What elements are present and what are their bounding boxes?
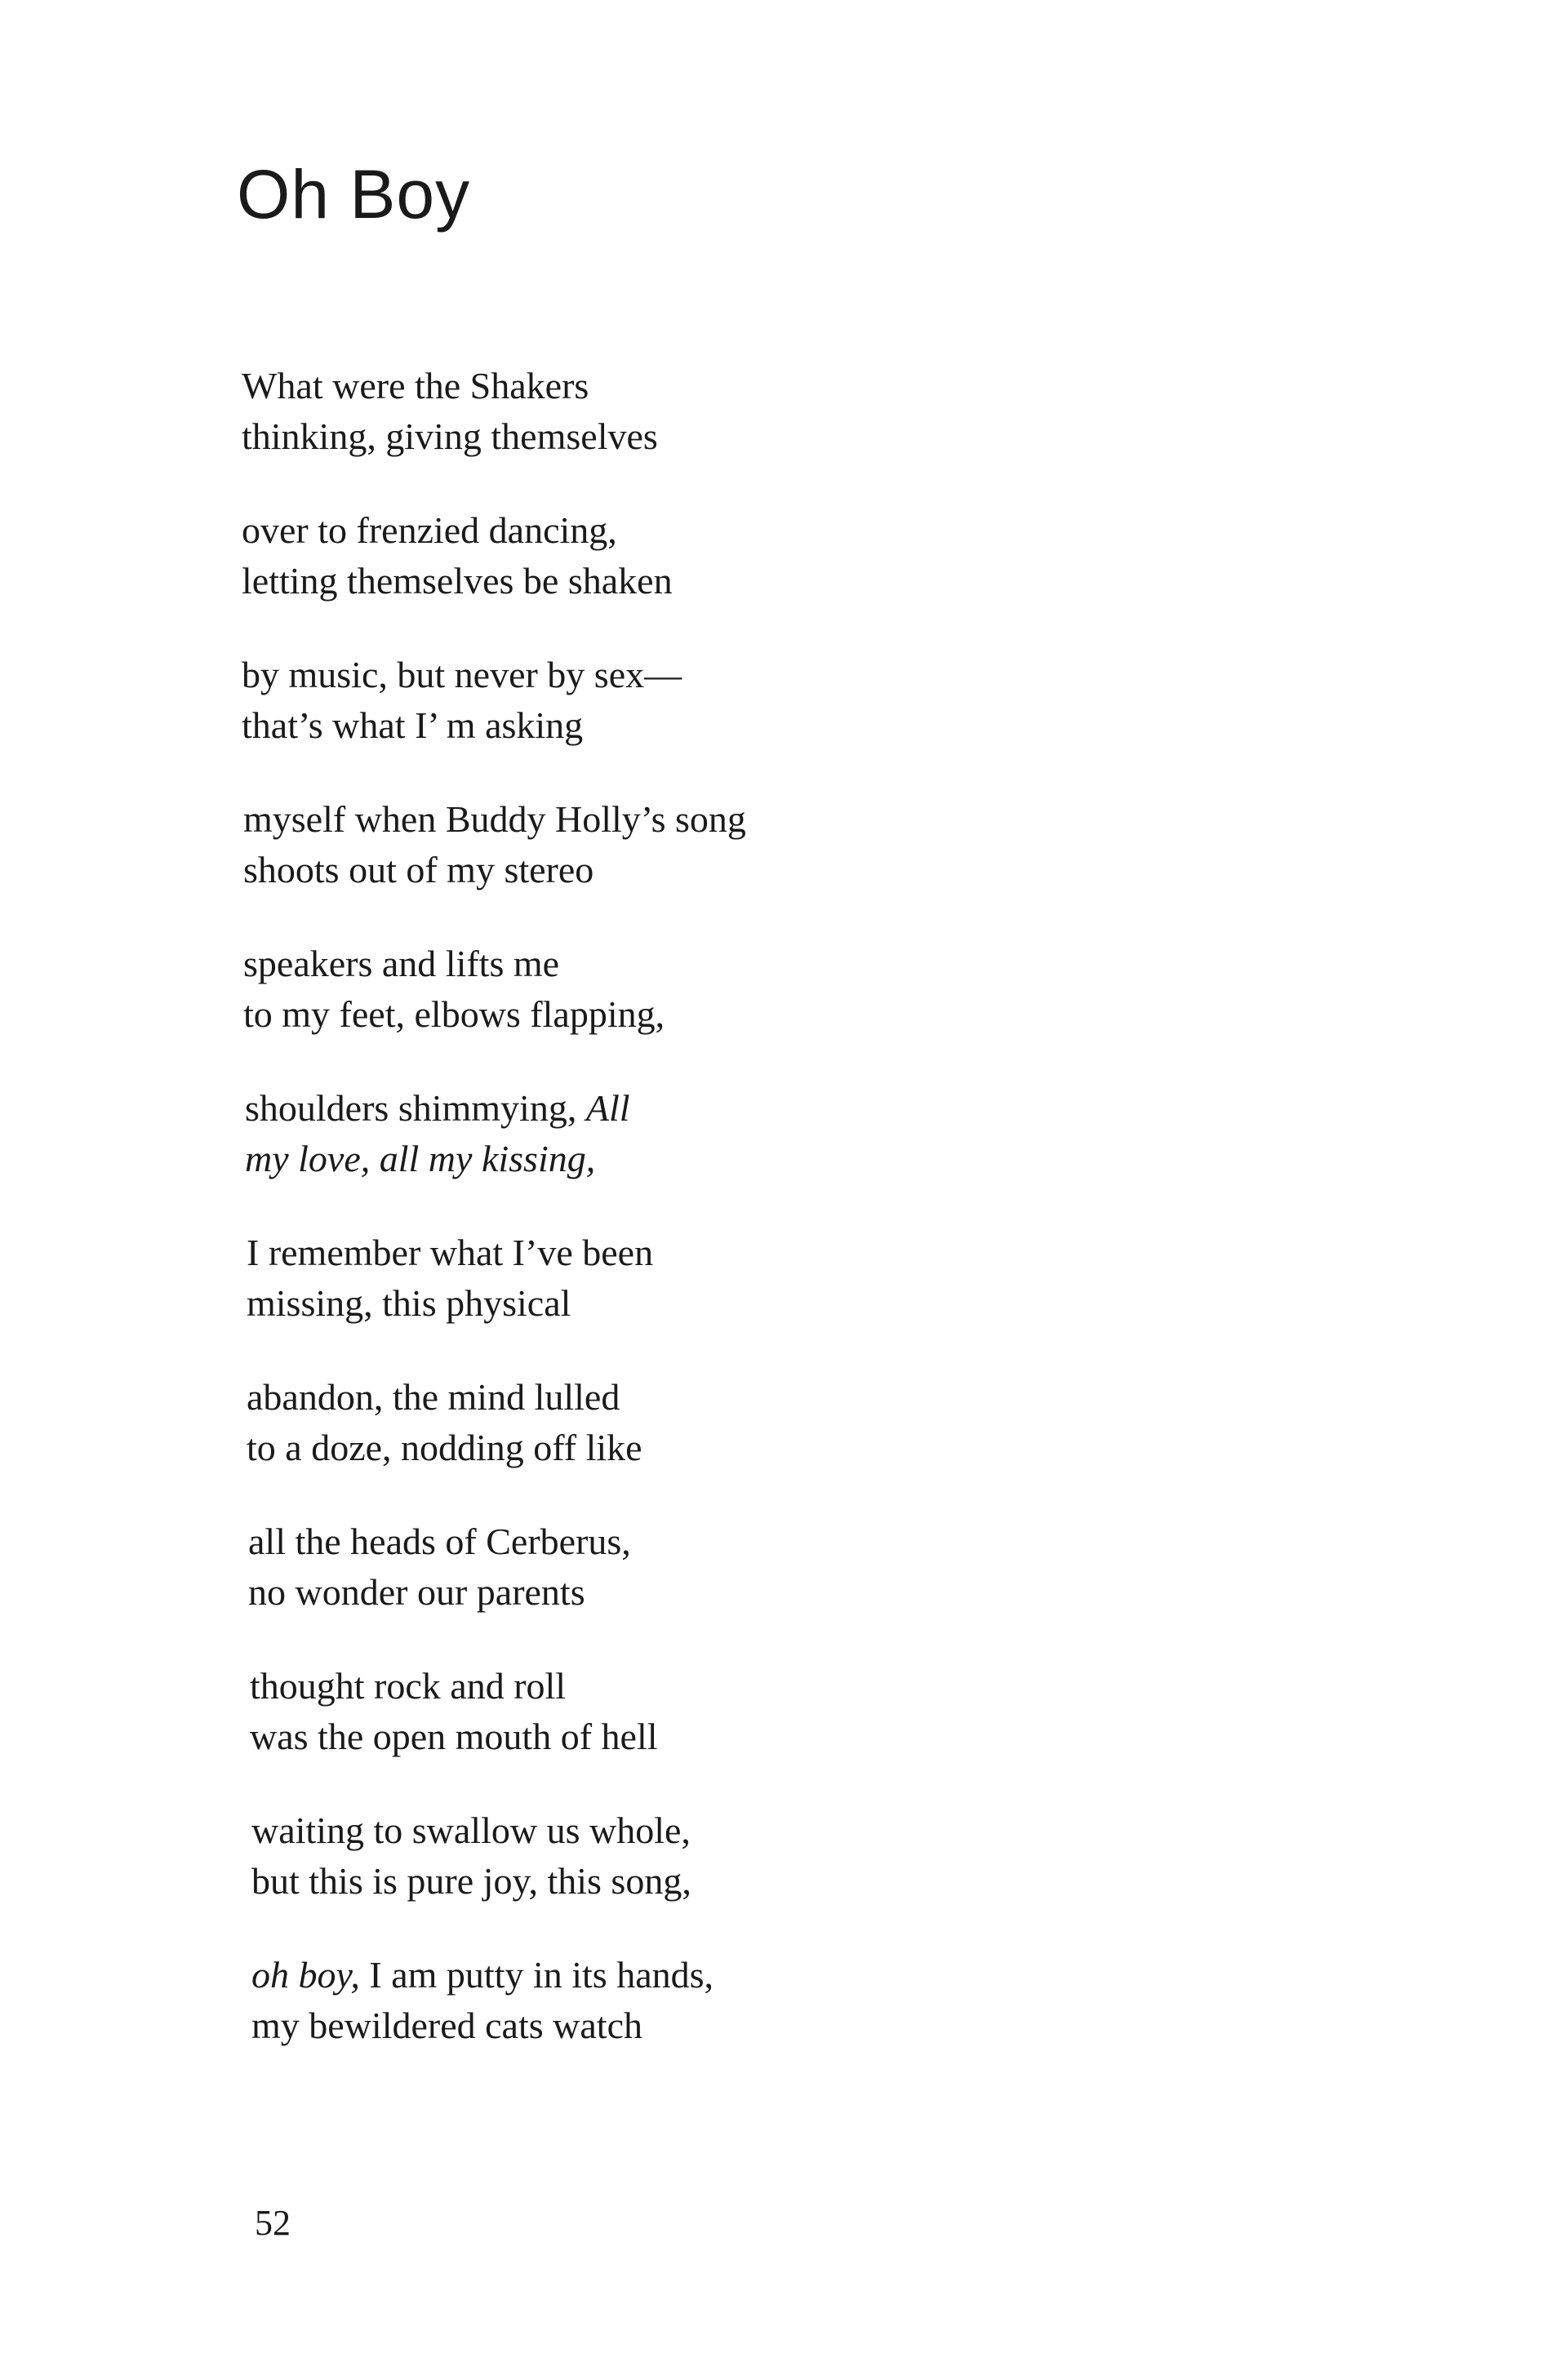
poem-line: all the heads of Cerberus, — [248, 1521, 631, 1562]
stanza — [247, 1372, 1385, 1473]
poem-line-text: I am putty in its hands, — [359, 1954, 714, 1996]
stanza — [242, 361, 1385, 462]
poem-line — [245, 1083, 1385, 1134]
stanza — [251, 1950, 1385, 2051]
poem-line: What were the Shakers — [242, 365, 589, 406]
poem-line: but this is pure joy, this song, — [251, 1860, 691, 1902]
poem-line: missing, this physical — [247, 1282, 571, 1324]
poem-line: to my feet, elbows flapping, — [243, 993, 665, 1035]
poem-line: speakers and lifts me — [243, 943, 560, 984]
poem-title: Oh Boy — [237, 156, 471, 233]
poem-line: thinking, giving themselves — [242, 415, 658, 457]
poem-line: waiting to swallow us whole, — [251, 1809, 691, 1851]
stanza — [248, 1516, 1385, 1618]
poem-line: to a doze, nodding off like — [247, 1427, 642, 1468]
stanza — [245, 1083, 1385, 1184]
stanza — [247, 1228, 1385, 1329]
poem-line-italic-text: All — [585, 1087, 630, 1129]
poem-line-text: shoulders shimmying, — [245, 1087, 586, 1129]
stanza — [242, 505, 1385, 606]
poem-body — [242, 361, 1385, 2094]
poem-line: letting themselves be shaken — [242, 560, 673, 602]
poem-line: I remember what I’ve been — [247, 1232, 654, 1273]
poem-line — [245, 1134, 1385, 1184]
poem-line-italic-text: oh boy, — [251, 1954, 360, 1996]
stanza — [243, 794, 1385, 895]
poem-line: no wonder our parents — [248, 1571, 585, 1613]
poem-line: abandon, the mind lulled — [247, 1376, 620, 1418]
poem-line: was the open mouth of hell — [250, 1716, 658, 1757]
poem-line: my bewildered cats watch — [251, 2005, 642, 2046]
poem-line: over to frenzied dancing, — [242, 509, 617, 551]
poem-line — [251, 1950, 1385, 2000]
poem-line: by music, but never by sex— — [242, 654, 682, 695]
poem-line: shoots out of my stereo — [243, 849, 594, 890]
stanza — [251, 1805, 1385, 1907]
page-number: 52 — [255, 2203, 291, 2243]
poem-line: that’s what I’ m asking — [242, 704, 584, 746]
poem-line: myself when Buddy Holly’s song — [243, 798, 746, 840]
poem-line-italic-text: my love, all my kissing, — [245, 1138, 596, 1179]
stanza — [242, 650, 1385, 751]
stanza — [250, 1661, 1385, 1762]
poem-line: thought rock and roll — [250, 1665, 567, 1707]
stanza — [243, 939, 1385, 1040]
